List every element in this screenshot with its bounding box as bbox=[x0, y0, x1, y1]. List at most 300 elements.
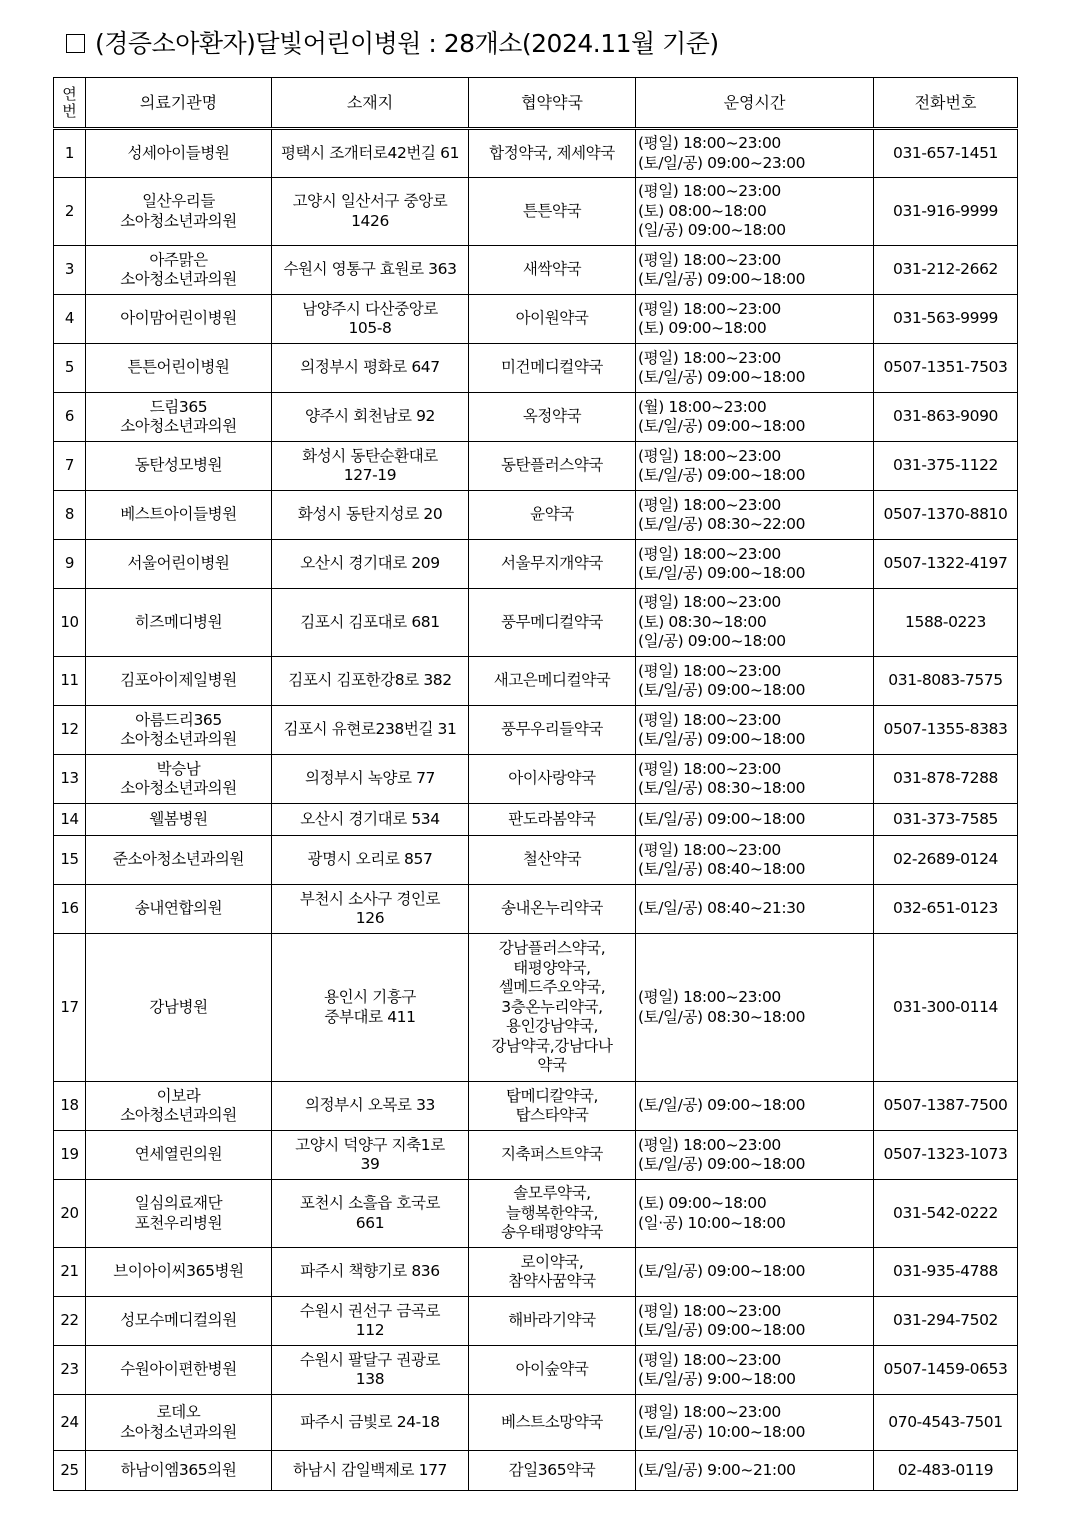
pharmacy-cell bbox=[469, 934, 636, 1082]
row-number bbox=[54, 178, 86, 246]
institution-name-line: 소아청소년과의원 bbox=[120, 779, 237, 797]
pharmacy-cell-line: 솔모루약국, bbox=[513, 1184, 591, 1203]
pharmacy-cell bbox=[469, 1131, 636, 1180]
table-row bbox=[54, 178, 1018, 246]
address-cell bbox=[272, 1297, 469, 1346]
phone-cell bbox=[874, 1451, 1018, 1491]
row-number bbox=[54, 344, 86, 393]
institution-name-line: 드림365 bbox=[149, 397, 208, 416]
address-cell bbox=[272, 295, 469, 344]
hours-cell-line: (일/공) 09:00~18:00 bbox=[638, 221, 786, 240]
address-cell bbox=[272, 1082, 469, 1131]
row-number-line: 5 bbox=[64, 358, 75, 377]
hours-cell-line: (토) 08:00~18:00 bbox=[638, 201, 767, 220]
row-number bbox=[54, 589, 86, 657]
institution-name-line: 브이아이씨365병원 bbox=[113, 1262, 244, 1281]
phone-cell bbox=[874, 1131, 1018, 1180]
address-cell bbox=[272, 1395, 469, 1451]
row-number-line: 17 bbox=[60, 997, 79, 1016]
row-number bbox=[54, 491, 86, 540]
phone-cell bbox=[874, 1180, 1018, 1248]
hours-cell bbox=[636, 706, 874, 755]
phone-cell-line: 031-542-0222 bbox=[892, 1203, 998, 1222]
address-cell-line: 127-19 bbox=[343, 466, 397, 484]
header-no-line: 연 bbox=[62, 84, 77, 103]
phone-cell bbox=[874, 491, 1018, 540]
institution-name-line: 소아청소년과의원 bbox=[120, 270, 237, 288]
address-cell-line: 1426 bbox=[351, 211, 389, 230]
table-row bbox=[54, 393, 1018, 442]
address-cell-line: 김포시 김포대로 681 bbox=[300, 612, 440, 631]
address-cell-line: 의정부시 오목로 33 bbox=[305, 1096, 435, 1115]
pharmacy-cell-line: 강남플러스약국, bbox=[498, 939, 606, 958]
hours-cell-line: (토) 09:00~18:00 bbox=[638, 1194, 767, 1212]
institution-name bbox=[86, 129, 272, 178]
institution-name-line: 동탄성모병원 bbox=[134, 456, 223, 475]
hours-cell bbox=[636, 491, 874, 540]
hours-cell-line: (월) 18:00~23:00 bbox=[638, 397, 767, 416]
pharmacy-cell bbox=[469, 804, 636, 836]
address-cell-line: 김포시 유현로238번길 31 bbox=[283, 720, 457, 739]
phone-cell-line: 02-483-0119 bbox=[897, 1460, 994, 1479]
phone-cell-line: 031-916-9999 bbox=[892, 201, 998, 220]
phone-cell-line: 0507-1322-4197 bbox=[883, 554, 1008, 573]
address-cell-line: 105-8 bbox=[348, 319, 392, 337]
phone-cell bbox=[874, 295, 1018, 344]
institution-name bbox=[86, 442, 272, 491]
pharmacy-cell bbox=[469, 589, 636, 657]
address-cell-line: 의정부시 평화로 647 bbox=[300, 358, 440, 377]
pharmacy-cell bbox=[469, 1395, 636, 1451]
address-cell-line: 포천시 소흘읍 호국로 bbox=[299, 1194, 441, 1212]
row-number bbox=[54, 393, 86, 442]
pharmacy-cell bbox=[469, 1180, 636, 1248]
table-row bbox=[54, 885, 1018, 934]
row-number bbox=[54, 1248, 86, 1297]
institution-name-line: 연세열린의원 bbox=[134, 1145, 223, 1164]
address-cell-line: 하남시 감일백제로 177 bbox=[292, 1460, 448, 1479]
pharmacy-cell bbox=[469, 1082, 636, 1131]
hours-cell bbox=[636, 1180, 874, 1248]
institution-name-line: 소아청소년과의원 bbox=[120, 211, 237, 230]
institution-name bbox=[86, 934, 272, 1082]
institution-name-line: 서울어린이병원 bbox=[127, 554, 230, 573]
phone-cell-line: 0507-1355-8383 bbox=[883, 720, 1008, 739]
address-cell-line: 용인시 기흥구 bbox=[324, 988, 416, 1006]
hours-cell-line: (평일) 18:00~23:00 bbox=[638, 544, 781, 563]
hours-cell-line: (평일) 18:00~23:00 bbox=[638, 182, 781, 201]
institution-name-line: 히즈메디병원 bbox=[134, 612, 223, 631]
pharmacy-cell-line: 참약사꿈약국 bbox=[508, 1272, 596, 1290]
row-number bbox=[54, 1131, 86, 1180]
phone-cell bbox=[874, 836, 1018, 885]
pharmacy-cell-line: 새고은메디컬약국 bbox=[493, 671, 611, 690]
hours-cell-line: (평일) 18:00~23:00 bbox=[638, 134, 781, 152]
institution-name-line: 튼튼어린이병원 bbox=[127, 358, 230, 377]
address-cell bbox=[272, 491, 469, 540]
address-cell-line: 부천시 소사구 경인로 bbox=[299, 889, 441, 908]
hours-cell-line: (토/일/공) 09:00~18:00 bbox=[638, 1321, 806, 1339]
row-number-line: 3 bbox=[64, 260, 75, 279]
hours-cell bbox=[636, 393, 874, 442]
address-cell-line: 126 bbox=[355, 909, 385, 927]
row-number-line: 8 bbox=[64, 505, 75, 524]
phone-cell-line: 031-563-9999 bbox=[892, 309, 998, 328]
phone-cell-line: 0507-1459-0653 bbox=[883, 1360, 1008, 1379]
pharmacy-cell-line: 미건메디컬약국 bbox=[500, 358, 603, 377]
hours-cell-line: (토/일/공) 08:30~18:00 bbox=[638, 779, 806, 797]
table-row bbox=[54, 836, 1018, 885]
address-cell-line: 138 bbox=[355, 1370, 385, 1388]
pharmacy-cell bbox=[469, 836, 636, 885]
pharmacy-cell-line: 태평양약국, bbox=[513, 958, 591, 977]
phone-cell-line: 031-300-0114 bbox=[892, 997, 998, 1016]
institution-name bbox=[86, 540, 272, 589]
header-no bbox=[54, 78, 86, 129]
hospital-table bbox=[53, 77, 1018, 1491]
address-cell-line: 고양시 덕양구 지축1로 bbox=[295, 1135, 445, 1154]
institution-name-line: 포천우리병원 bbox=[134, 1213, 223, 1232]
row-number bbox=[54, 1346, 86, 1395]
hours-cell-line: (평일) 18:00~23:00 bbox=[638, 348, 781, 367]
row-number bbox=[54, 129, 86, 178]
address-cell-line: 화성시 동탄지성로 20 bbox=[297, 505, 443, 524]
hours-cell-line: (토/일/공) 09:00~18:00 bbox=[638, 1096, 806, 1115]
table-row bbox=[54, 1248, 1018, 1297]
address-cell-line: 파주시 책향기로 836 bbox=[300, 1262, 440, 1281]
pharmacy-cell-line: 새싹약국 bbox=[522, 260, 582, 279]
institution-name-line: 하남이엠365의원 bbox=[120, 1460, 237, 1479]
table-row bbox=[54, 1346, 1018, 1395]
hours-cell-line: (토) 09:00~18:00 bbox=[638, 319, 767, 337]
row-number-line: 25 bbox=[60, 1460, 79, 1479]
phone-cell bbox=[874, 934, 1018, 1082]
hours-cell-line: (토/일/공) 09:00~18:00 bbox=[638, 730, 806, 748]
header-name: 의료기관명 bbox=[86, 78, 272, 129]
hours-cell-line: (토/일/공) 08:40~18:00 bbox=[638, 860, 806, 878]
hours-cell bbox=[636, 1082, 874, 1131]
phone-cell bbox=[874, 344, 1018, 393]
hours-cell bbox=[636, 1451, 874, 1491]
address-cell bbox=[272, 934, 469, 1082]
table-row bbox=[54, 755, 1018, 804]
phone-cell bbox=[874, 129, 1018, 178]
institution-name-line: 일산우리들 bbox=[142, 192, 215, 210]
address-cell bbox=[272, 804, 469, 836]
table-row bbox=[54, 934, 1018, 1082]
address-cell bbox=[272, 344, 469, 393]
row-number-line: 23 bbox=[60, 1360, 79, 1379]
institution-name-line: 베스트아이들병원 bbox=[120, 505, 237, 524]
institution-name bbox=[86, 246, 272, 295]
phone-cell bbox=[874, 755, 1018, 804]
institution-name-line: 수원아이편한병원 bbox=[120, 1360, 237, 1379]
hours-cell-line: (토/일/공) 08:30~18:00 bbox=[638, 1007, 806, 1026]
hours-cell bbox=[636, 885, 874, 934]
table-row bbox=[54, 344, 1018, 393]
row-number-line: 24 bbox=[60, 1412, 79, 1431]
header-no-line: 번 bbox=[62, 101, 77, 120]
phone-cell-line: 070-4543-7501 bbox=[888, 1412, 1003, 1431]
institution-name-line: 김포아이제일병원 bbox=[120, 671, 237, 690]
institution-name-line: 소아청소년과의원 bbox=[120, 1422, 237, 1441]
address-cell-line: 고양시 일산서구 중앙로 bbox=[292, 192, 448, 210]
pharmacy-cell-line: 셀메드주오약국, bbox=[498, 978, 606, 997]
row-number-line: 18 bbox=[60, 1096, 79, 1115]
pharmacy-cell-line: 아이사랑약국 bbox=[508, 769, 596, 788]
pharmacy-cell bbox=[469, 344, 636, 393]
table-row bbox=[54, 1180, 1018, 1248]
phone-cell-line: 031-878-7288 bbox=[892, 769, 998, 788]
hours-cell-line: (토/일/공) 09:00~18:00 bbox=[638, 564, 806, 582]
pharmacy-cell-line: 베스트소망약국 bbox=[500, 1412, 603, 1431]
institution-name bbox=[86, 1451, 272, 1491]
hours-cell-line: (일·공) 10:00~18:00 bbox=[638, 1213, 786, 1232]
phone-cell-line: 031-373-7585 bbox=[892, 809, 998, 828]
row-number-line: 4 bbox=[64, 309, 75, 328]
institution-name bbox=[86, 1131, 272, 1180]
institution-name bbox=[86, 589, 272, 657]
row-number bbox=[54, 885, 86, 934]
row-number-line: 13 bbox=[60, 769, 79, 788]
institution-name-line: 소아청소년과의원 bbox=[120, 417, 237, 435]
address-cell-line: 광명시 오리로 857 bbox=[307, 850, 433, 869]
phone-cell bbox=[874, 1346, 1018, 1395]
hours-cell-line: (평일) 18:00~23:00 bbox=[638, 759, 781, 778]
pharmacy-cell-line: 아이숲약국 bbox=[515, 1360, 589, 1379]
institution-name-line: 이보라 bbox=[156, 1086, 201, 1105]
hours-cell-line: (토/일/공) 09:00~18:00 bbox=[638, 368, 806, 386]
address-cell-line: 파주시 금빛로 24-18 bbox=[300, 1412, 440, 1431]
pharmacy-cell-line: 송내온누리약국 bbox=[500, 899, 603, 918]
institution-name-line: 성세아이들병원 bbox=[127, 143, 230, 162]
phone-cell-line: 0507-1387-7500 bbox=[883, 1096, 1008, 1115]
pharmacy-cell bbox=[469, 885, 636, 934]
hours-cell bbox=[636, 934, 874, 1082]
phone-cell-line: 02-2689-0124 bbox=[892, 850, 998, 869]
address-cell-line: 의정부시 녹양로 77 bbox=[305, 769, 435, 788]
pharmacy-cell-line: 지축퍼스트약국 bbox=[500, 1145, 603, 1164]
table-row bbox=[54, 1395, 1018, 1451]
pharmacy-cell bbox=[469, 491, 636, 540]
pharmacy-cell bbox=[469, 246, 636, 295]
table-row bbox=[54, 1451, 1018, 1491]
address-cell bbox=[272, 885, 469, 934]
address-cell-line: 김포시 김포한강8로 382 bbox=[288, 671, 452, 690]
phone-cell bbox=[874, 706, 1018, 755]
institution-name-line: 성모수메디컬의원 bbox=[120, 1311, 237, 1330]
hours-cell bbox=[636, 178, 874, 246]
row-number bbox=[54, 1297, 86, 1346]
phone-cell-line: 031-8083-7575 bbox=[888, 671, 1003, 690]
institution-name bbox=[86, 804, 272, 836]
pharmacy-cell bbox=[469, 1346, 636, 1395]
hours-cell-line: (평일) 18:00~23:00 bbox=[638, 710, 781, 729]
phone-cell-line: 0507-1351-7503 bbox=[883, 358, 1008, 377]
institution-name bbox=[86, 755, 272, 804]
hours-cell bbox=[636, 344, 874, 393]
table-header-row bbox=[54, 78, 1018, 129]
pharmacy-cell-line: 풍무메디컬약국 bbox=[500, 612, 603, 631]
pharmacy-cell-line: 튼튼약국 bbox=[522, 201, 582, 220]
phone-cell-line: 031-375-1122 bbox=[892, 456, 998, 475]
phone-cell-line: 031-212-2662 bbox=[892, 260, 998, 279]
row-number bbox=[54, 657, 86, 706]
pharmacy-cell bbox=[469, 178, 636, 246]
institution-name-line: 송내연합의원 bbox=[134, 899, 223, 918]
phone-cell bbox=[874, 540, 1018, 589]
row-number-line: 12 bbox=[60, 720, 79, 739]
institution-name bbox=[86, 1297, 272, 1346]
table-row bbox=[54, 129, 1018, 178]
institution-name-line: 아름드리365 bbox=[135, 710, 222, 729]
pharmacy-cell-line: 합정약국, 제세약국 bbox=[489, 143, 615, 162]
phone-cell-line: 0507-1370-8810 bbox=[883, 505, 1008, 524]
phone-cell-line: 1588-0223 bbox=[905, 612, 986, 631]
hours-cell-line: (평일) 18:00~23:00 bbox=[638, 988, 781, 1006]
hours-cell-line: (토/일/공) 08:40~21:30 bbox=[638, 899, 806, 918]
pharmacy-cell bbox=[469, 1248, 636, 1297]
phone-cell bbox=[874, 442, 1018, 491]
pharmacy-cell-line: 철산약국 bbox=[522, 850, 582, 869]
hours-cell-line: (평일) 18:00~23:00 bbox=[638, 250, 781, 269]
institution-name bbox=[86, 657, 272, 706]
hours-cell bbox=[636, 1395, 874, 1451]
institution-name-line: 아이맘어린이병원 bbox=[120, 309, 237, 328]
institution-name-line: 소아청소년과의원 bbox=[120, 730, 237, 748]
hours-cell-line: (평일) 18:00~23:00 bbox=[638, 593, 781, 612]
table-row bbox=[54, 706, 1018, 755]
hours-cell bbox=[636, 246, 874, 295]
title-text: (경증소아환자)달빛어린이병원 : 28개소(2024.11월 기준) bbox=[95, 29, 719, 58]
hours-cell bbox=[636, 1131, 874, 1180]
address-cell-line: 오산시 경기대로 534 bbox=[300, 809, 440, 828]
row-number bbox=[54, 836, 86, 885]
pharmacy-cell-line: 송우태평양약국 bbox=[500, 1223, 603, 1242]
header-hours: 운영시간 bbox=[636, 78, 874, 129]
phone-cell bbox=[874, 804, 1018, 836]
hours-cell-line: (토/일/공) 10:00~18:00 bbox=[638, 1422, 806, 1441]
row-number-line: 1 bbox=[64, 143, 75, 162]
address-cell bbox=[272, 1248, 469, 1297]
phone-cell bbox=[874, 246, 1018, 295]
hours-cell-line: (토/일/공) 08:30~22:00 bbox=[638, 515, 806, 533]
pharmacy-cell-line: 풍무우리들약국 bbox=[500, 720, 603, 739]
hours-cell-line: (토/일/공) 09:00~18:00 bbox=[638, 417, 806, 435]
pharmacy-cell-line: 늘행복한약국, bbox=[506, 1203, 598, 1222]
address-cell bbox=[272, 1131, 469, 1180]
table-row bbox=[54, 1082, 1018, 1131]
hours-cell bbox=[636, 295, 874, 344]
hours-cell-line: (토/일/공) 09:00~18:00 bbox=[638, 1262, 806, 1281]
pharmacy-cell-line: 판도라봄약국 bbox=[508, 809, 596, 828]
row-number-line: 9 bbox=[64, 554, 75, 573]
hours-cell bbox=[636, 129, 874, 178]
row-number-line: 16 bbox=[60, 899, 79, 918]
row-number bbox=[54, 540, 86, 589]
table-row bbox=[54, 1297, 1018, 1346]
phone-cell bbox=[874, 178, 1018, 246]
institution-name-line: 일심의료재단 bbox=[134, 1194, 223, 1212]
pharmacy-cell-line: 용인강남약국, bbox=[506, 1017, 598, 1036]
pharmacy-cell bbox=[469, 1297, 636, 1346]
hours-cell-line: (평일) 18:00~23:00 bbox=[638, 1350, 781, 1369]
pharmacy-cell bbox=[469, 755, 636, 804]
checkbox-square-icon bbox=[66, 34, 85, 53]
row-number bbox=[54, 442, 86, 491]
pharmacy-cell bbox=[469, 1451, 636, 1491]
row-number-line: 7 bbox=[64, 456, 75, 475]
hours-cell-line: (토/일/공) 09:00~18:00 bbox=[638, 1155, 806, 1173]
table-row bbox=[54, 804, 1018, 836]
table-row bbox=[54, 1131, 1018, 1180]
row-number-line: 22 bbox=[60, 1311, 79, 1330]
hours-cell bbox=[636, 442, 874, 491]
phone-cell bbox=[874, 885, 1018, 934]
institution-name bbox=[86, 295, 272, 344]
phone-cell-line: 0507-1323-1073 bbox=[883, 1145, 1008, 1164]
hours-cell bbox=[636, 755, 874, 804]
phone-cell bbox=[874, 1297, 1018, 1346]
pharmacy-cell-line: 약국 bbox=[537, 1056, 567, 1075]
institution-name bbox=[86, 491, 272, 540]
row-number bbox=[54, 295, 86, 344]
address-cell-line: 남양주시 다산중앙로 bbox=[302, 299, 438, 318]
table-row bbox=[54, 491, 1018, 540]
pharmacy-cell bbox=[469, 540, 636, 589]
address-cell bbox=[272, 393, 469, 442]
pharmacy-cell-line: 윤약국 bbox=[530, 505, 574, 524]
hours-cell-line: (일/공) 09:00~18:00 bbox=[638, 632, 786, 651]
pharmacy-cell bbox=[469, 393, 636, 442]
address-cell-line: 수원시 팔달구 권광로 bbox=[299, 1350, 441, 1369]
address-cell-line: 평택시 조개터로42번길 61 bbox=[280, 143, 460, 162]
phone-cell-line: 032-651-0123 bbox=[892, 899, 998, 918]
hours-cell bbox=[636, 804, 874, 836]
row-number bbox=[54, 706, 86, 755]
hours-cell bbox=[636, 1248, 874, 1297]
hours-cell bbox=[636, 589, 874, 657]
address-cell-line: 양주시 회천남로 92 bbox=[305, 407, 435, 426]
hours-cell bbox=[636, 540, 874, 589]
institution-name bbox=[86, 706, 272, 755]
address-cell-line: 661 bbox=[355, 1213, 385, 1232]
pharmacy-cell-line: 동탄플러스약국 bbox=[500, 456, 603, 475]
address-cell-line: 화성시 동탄순환대로 bbox=[302, 446, 438, 465]
pharmacy-cell-line: 서울무지개약국 bbox=[500, 554, 603, 573]
pharmacy-cell-line: 로이약국, bbox=[520, 1252, 584, 1271]
row-number bbox=[54, 1451, 86, 1491]
hours-cell bbox=[636, 1346, 874, 1395]
address-cell-line: 중부대로 411 bbox=[324, 1007, 416, 1026]
row-number bbox=[54, 246, 86, 295]
hours-cell-line: (평일) 18:00~23:00 bbox=[638, 1135, 781, 1154]
institution-name-line: 박승남 bbox=[156, 759, 201, 778]
row-number bbox=[54, 1082, 86, 1131]
address-cell-line: 수원시 권선구 금곡로 bbox=[299, 1301, 441, 1320]
pharmacy-cell-line: 아이원약국 bbox=[515, 309, 589, 328]
header-phone: 전화번호 bbox=[874, 78, 1018, 129]
hours-cell bbox=[636, 1297, 874, 1346]
row-number-line: 2 bbox=[64, 201, 75, 220]
hours-cell-line: (토) 08:30~18:00 bbox=[638, 612, 767, 631]
phone-cell-line: 031-657-1451 bbox=[892, 143, 998, 162]
institution-name bbox=[86, 1346, 272, 1395]
pharmacy-cell-line: 탑스타약국 bbox=[515, 1106, 589, 1124]
pharmacy-cell-line: 해바라기약국 bbox=[508, 1311, 596, 1330]
phone-cell bbox=[874, 1082, 1018, 1131]
table-row bbox=[54, 295, 1018, 344]
